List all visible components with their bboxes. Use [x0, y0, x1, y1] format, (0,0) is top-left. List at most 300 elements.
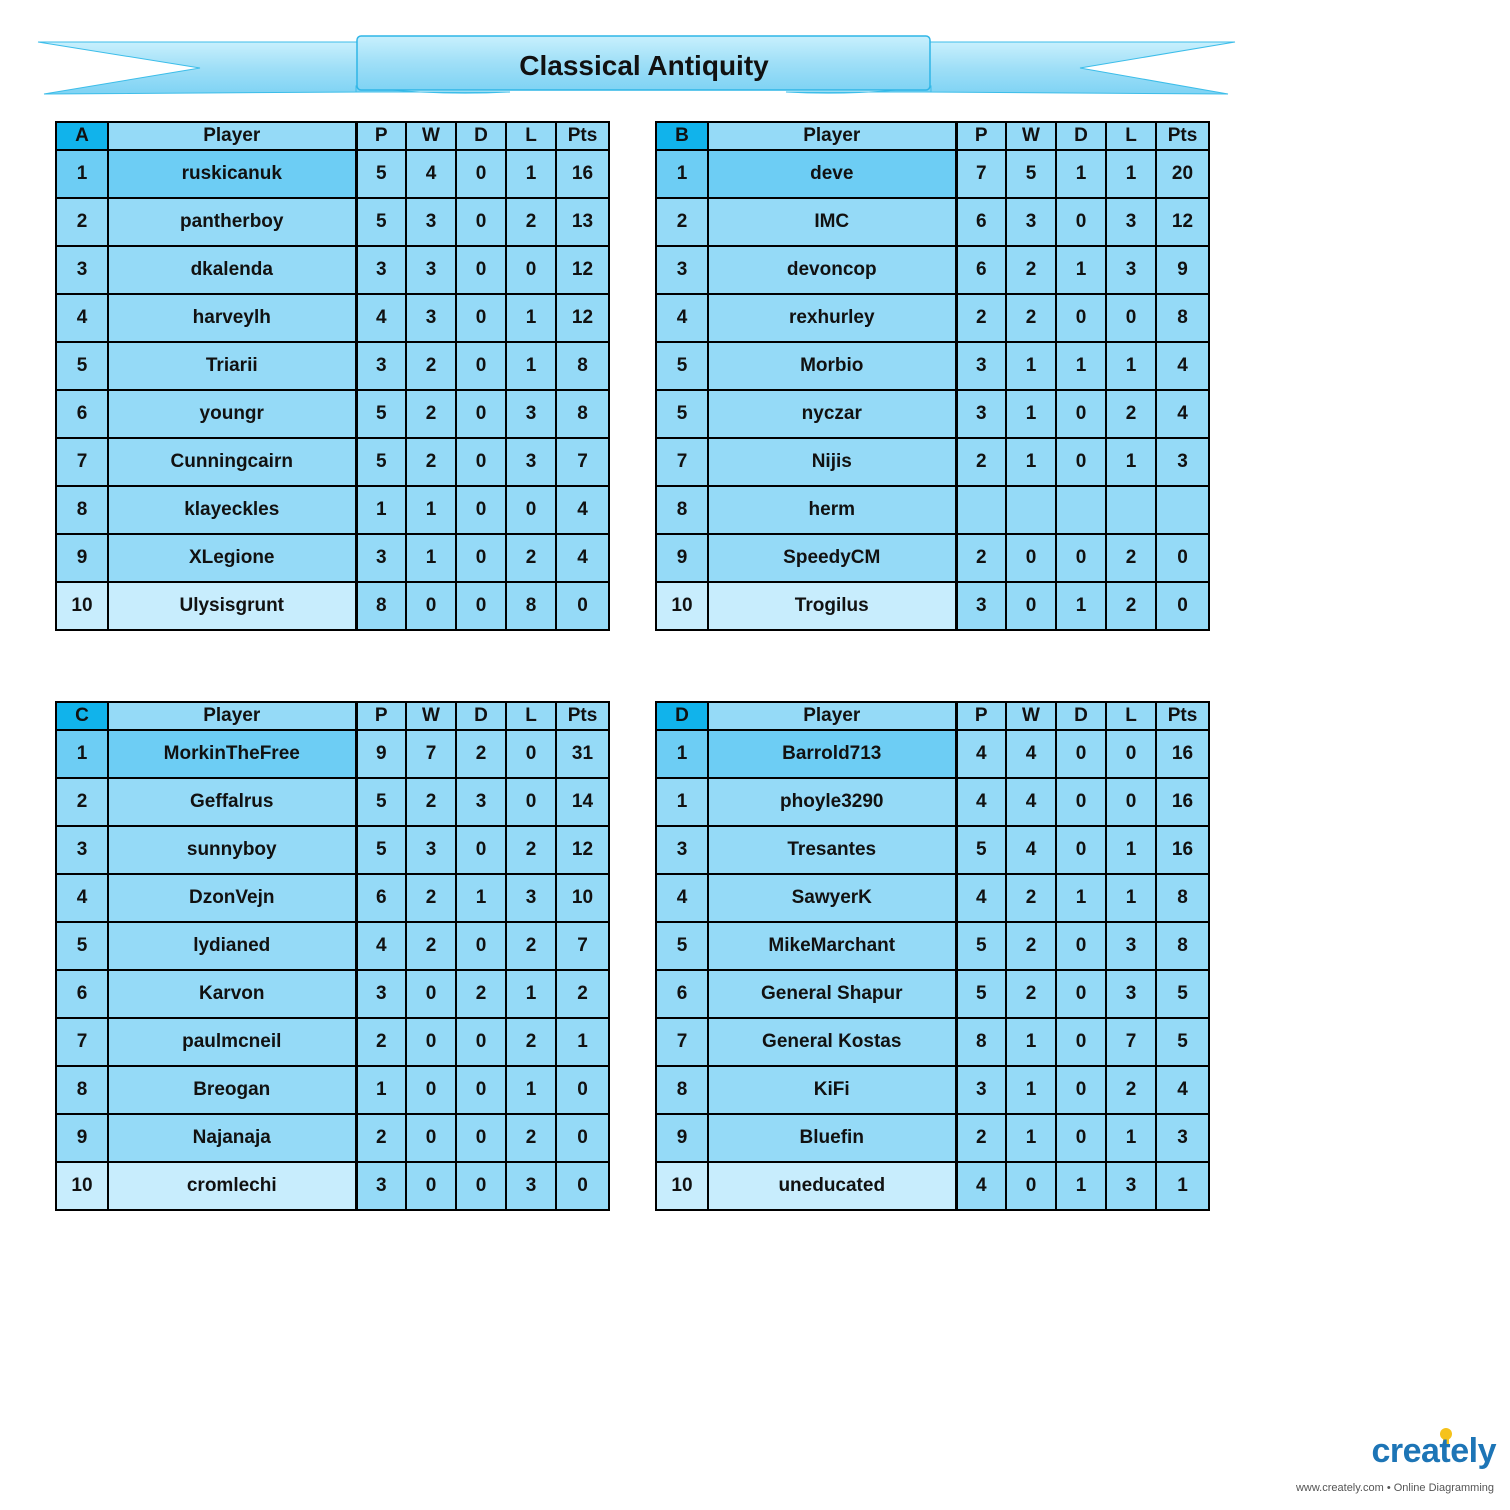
rank-cell: 9 — [656, 534, 708, 582]
p-cell: 5 — [356, 198, 406, 246]
p-cell: 3 — [956, 582, 1006, 630]
p-cell: 3 — [356, 534, 406, 582]
w-cell: 4 — [1006, 778, 1056, 826]
p-cell: 4 — [956, 874, 1006, 922]
rank-cell: 4 — [56, 294, 108, 342]
logo-wordmark: creately — [1371, 1432, 1496, 1470]
d-cell: 0 — [1056, 1114, 1106, 1162]
group-c-standings-table — [55, 701, 610, 1211]
w-cell: 1 — [1006, 1114, 1056, 1162]
w-cell: 1 — [406, 486, 456, 534]
player-name-cell: herm — [708, 486, 956, 534]
pts-cell: 0 — [556, 1066, 609, 1114]
table-row — [656, 246, 1209, 294]
d-cell: 0 — [1056, 970, 1106, 1018]
l-cell: 3 — [506, 1162, 556, 1210]
p-cell: 6 — [956, 198, 1006, 246]
column-header-pts: Pts — [556, 702, 609, 730]
rank-cell: 6 — [56, 970, 108, 1018]
p-cell: 5 — [356, 438, 406, 486]
l-cell — [1106, 486, 1156, 534]
l-cell: 0 — [1106, 294, 1156, 342]
column-header-player: Player — [108, 122, 356, 150]
column-header-d: D — [456, 122, 506, 150]
group-a-standings-table — [55, 121, 610, 631]
table-row — [656, 970, 1209, 1018]
w-cell: 3 — [406, 826, 456, 874]
player-name-cell: IMC — [708, 198, 956, 246]
player-name-cell: deve — [708, 150, 956, 198]
table-row — [656, 826, 1209, 874]
pts-cell: 5 — [1156, 970, 1209, 1018]
p-cell: 4 — [956, 1162, 1006, 1210]
rank-cell: 7 — [56, 438, 108, 486]
player-name-cell: Barrold713 — [708, 730, 956, 778]
column-header-w: W — [1006, 122, 1056, 150]
table-header-row — [56, 122, 609, 150]
player-name-cell: klayeckles — [108, 486, 356, 534]
w-cell: 3 — [406, 294, 456, 342]
rank-cell: 2 — [56, 198, 108, 246]
table-row — [656, 1066, 1209, 1114]
column-header-pts: Pts — [556, 122, 609, 150]
rank-cell: 9 — [56, 1114, 108, 1162]
player-name-cell: devoncop — [708, 246, 956, 294]
rank-cell: 7 — [656, 438, 708, 486]
player-name-cell: phoyle3290 — [708, 778, 956, 826]
player-name-cell: lydianed — [108, 922, 356, 970]
w-cell: 4 — [406, 150, 456, 198]
l-cell: 3 — [506, 390, 556, 438]
d-cell: 1 — [1056, 1162, 1106, 1210]
player-name-cell: KiFi — [708, 1066, 956, 1114]
column-header-d: D — [1056, 702, 1106, 730]
rank-cell: 8 — [656, 486, 708, 534]
pts-cell: 12 — [1156, 198, 1209, 246]
l-cell: 0 — [1106, 730, 1156, 778]
l-cell: 2 — [1106, 1066, 1156, 1114]
d-cell: 0 — [1056, 730, 1106, 778]
table-row — [56, 342, 609, 390]
l-cell: 3 — [1106, 246, 1156, 294]
p-cell: 5 — [956, 970, 1006, 1018]
pts-cell: 4 — [556, 486, 609, 534]
pts-cell: 14 — [556, 778, 609, 826]
l-cell: 7 — [1106, 1018, 1156, 1066]
p-cell: 3 — [956, 1066, 1006, 1114]
group-letter: D — [656, 702, 708, 730]
column-header-p: P — [956, 702, 1006, 730]
group-letter: C — [56, 702, 108, 730]
w-cell: 2 — [1006, 246, 1056, 294]
pts-cell: 31 — [556, 730, 609, 778]
d-cell: 0 — [456, 922, 506, 970]
rank-cell: 2 — [56, 778, 108, 826]
rank-cell: 7 — [56, 1018, 108, 1066]
p-cell: 2 — [956, 294, 1006, 342]
column-header-l: L — [506, 702, 556, 730]
l-cell: 1 — [1106, 438, 1156, 486]
p-cell: 5 — [356, 150, 406, 198]
rank-cell: 9 — [656, 1114, 708, 1162]
p-cell: 5 — [956, 922, 1006, 970]
pts-cell: 1 — [1156, 1162, 1209, 1210]
l-cell: 0 — [506, 486, 556, 534]
p-cell: 4 — [956, 778, 1006, 826]
l-cell: 3 — [1106, 1162, 1156, 1210]
p-cell: 2 — [956, 1114, 1006, 1162]
pts-cell: 2 — [556, 970, 609, 1018]
pts-cell — [1156, 486, 1209, 534]
d-cell: 0 — [456, 486, 506, 534]
l-cell: 8 — [506, 582, 556, 630]
table-row — [56, 826, 609, 874]
p-cell: 1 — [356, 1066, 406, 1114]
pts-cell: 0 — [1156, 534, 1209, 582]
pts-cell: 0 — [556, 1114, 609, 1162]
table-row — [56, 246, 609, 294]
l-cell: 1 — [506, 150, 556, 198]
column-header-w: W — [1006, 702, 1056, 730]
rank-cell: 1 — [56, 150, 108, 198]
d-cell: 0 — [456, 390, 506, 438]
column-header-w: W — [406, 122, 456, 150]
rank-cell: 3 — [56, 246, 108, 294]
table-row — [56, 922, 609, 970]
pts-cell: 8 — [556, 342, 609, 390]
pts-cell: 12 — [556, 294, 609, 342]
w-cell: 2 — [1006, 922, 1056, 970]
table-row — [656, 438, 1209, 486]
d-cell: 1 — [1056, 246, 1106, 294]
rank-cell: 5 — [56, 342, 108, 390]
p-cell: 8 — [956, 1018, 1006, 1066]
rank-cell: 5 — [656, 922, 708, 970]
l-cell: 2 — [1106, 534, 1156, 582]
table-row — [56, 390, 609, 438]
rank-cell: 2 — [656, 198, 708, 246]
d-cell: 1 — [1056, 874, 1106, 922]
rank-cell: 5 — [656, 390, 708, 438]
rank-cell: 7 — [656, 1018, 708, 1066]
p-cell: 3 — [356, 1162, 406, 1210]
table-row — [56, 198, 609, 246]
l-cell: 2 — [506, 826, 556, 874]
l-cell: 0 — [506, 246, 556, 294]
rank-cell: 3 — [656, 246, 708, 294]
rank-cell: 4 — [656, 294, 708, 342]
l-cell: 3 — [1106, 970, 1156, 1018]
player-name-cell: SpeedyCM — [708, 534, 956, 582]
player-name-cell: dkalenda — [108, 246, 356, 294]
pts-cell: 8 — [1156, 922, 1209, 970]
p-cell: 3 — [356, 246, 406, 294]
l-cell: 1 — [506, 1066, 556, 1114]
d-cell: 0 — [456, 438, 506, 486]
column-header-pts: Pts — [1156, 122, 1209, 150]
pts-cell: 4 — [1156, 342, 1209, 390]
d-cell: 0 — [1056, 826, 1106, 874]
column-header-player: Player — [708, 702, 956, 730]
rank-cell: 10 — [656, 582, 708, 630]
p-cell: 5 — [956, 826, 1006, 874]
w-cell: 3 — [406, 198, 456, 246]
p-cell: 7 — [956, 150, 1006, 198]
p-cell: 9 — [356, 730, 406, 778]
w-cell: 1 — [1006, 438, 1056, 486]
pts-cell: 7 — [556, 438, 609, 486]
rank-cell: 6 — [656, 970, 708, 1018]
column-header-player: Player — [108, 702, 356, 730]
w-cell: 0 — [1006, 582, 1056, 630]
player-name-cell: Geffalrus — [108, 778, 356, 826]
column-header-l: L — [1106, 122, 1156, 150]
pts-cell: 1 — [556, 1018, 609, 1066]
rank-cell: 3 — [56, 826, 108, 874]
player-name-cell: youngr — [108, 390, 356, 438]
rank-cell: 4 — [656, 874, 708, 922]
player-name-cell: harveylh — [108, 294, 356, 342]
column-header-d: D — [1056, 122, 1106, 150]
p-cell: 4 — [356, 922, 406, 970]
w-cell: 4 — [1006, 826, 1056, 874]
d-cell: 2 — [456, 970, 506, 1018]
d-cell: 0 — [1056, 1018, 1106, 1066]
w-cell: 3 — [406, 246, 456, 294]
player-name-cell: Najanaja — [108, 1114, 356, 1162]
pts-cell: 9 — [1156, 246, 1209, 294]
table-row — [656, 874, 1209, 922]
table-row — [56, 582, 609, 630]
table-row — [56, 1162, 609, 1210]
pts-cell: 16 — [1156, 778, 1209, 826]
pts-cell: 3 — [1156, 438, 1209, 486]
player-name-cell: uneducated — [708, 1162, 956, 1210]
d-cell: 1 — [456, 874, 506, 922]
table-row — [656, 390, 1209, 438]
table-row — [656, 534, 1209, 582]
l-cell: 2 — [1106, 582, 1156, 630]
rank-cell: 1 — [656, 778, 708, 826]
l-cell: 1 — [506, 342, 556, 390]
d-cell: 0 — [456, 198, 506, 246]
p-cell: 2 — [956, 438, 1006, 486]
table-row — [656, 150, 1209, 198]
pts-cell: 20 — [1156, 150, 1209, 198]
pts-cell: 0 — [1156, 582, 1209, 630]
d-cell: 0 — [1056, 198, 1106, 246]
d-cell: 1 — [1056, 582, 1106, 630]
table-row — [56, 1018, 609, 1066]
rank-cell: 1 — [656, 150, 708, 198]
creately-logo — [1266, 1432, 1496, 1502]
rank-cell: 8 — [56, 1066, 108, 1114]
d-cell: 0 — [456, 534, 506, 582]
p-cell: 2 — [956, 534, 1006, 582]
pts-cell: 5 — [1156, 1018, 1209, 1066]
p-cell: 4 — [956, 730, 1006, 778]
w-cell: 1 — [1006, 1066, 1056, 1114]
column-header-d: D — [456, 702, 506, 730]
pts-cell: 4 — [556, 534, 609, 582]
rank-cell: 1 — [56, 730, 108, 778]
l-cell: 2 — [506, 198, 556, 246]
table-row — [656, 294, 1209, 342]
w-cell: 2 — [406, 778, 456, 826]
pts-cell: 10 — [556, 874, 609, 922]
group-d-standings-table — [655, 701, 1210, 1211]
l-cell: 3 — [506, 874, 556, 922]
p-cell: 2 — [356, 1114, 406, 1162]
d-cell: 0 — [456, 1066, 506, 1114]
rank-cell: 4 — [56, 874, 108, 922]
player-name-cell: pantherboy — [108, 198, 356, 246]
d-cell: 0 — [456, 1162, 506, 1210]
l-cell: 1 — [506, 294, 556, 342]
d-cell: 0 — [1056, 778, 1106, 826]
w-cell: 2 — [406, 438, 456, 486]
table-row — [656, 342, 1209, 390]
w-cell: 5 — [1006, 150, 1056, 198]
player-name-cell: SawyerK — [708, 874, 956, 922]
pts-cell: 16 — [1156, 826, 1209, 874]
p-cell — [956, 486, 1006, 534]
l-cell: 0 — [1106, 778, 1156, 826]
p-cell: 3 — [956, 390, 1006, 438]
rank-cell: 8 — [656, 1066, 708, 1114]
d-cell: 0 — [1056, 1066, 1106, 1114]
player-name-cell: ruskicanuk — [108, 150, 356, 198]
table-row — [656, 922, 1209, 970]
table-header-row — [56, 702, 609, 730]
group-b-standings-table — [655, 121, 1210, 631]
table-row — [56, 874, 609, 922]
p-cell: 8 — [356, 582, 406, 630]
column-header-p: P — [356, 702, 406, 730]
l-cell: 2 — [506, 1114, 556, 1162]
player-name-cell: Trogilus — [708, 582, 956, 630]
d-cell: 0 — [1056, 294, 1106, 342]
d-cell: 0 — [456, 826, 506, 874]
pts-cell: 16 — [1156, 730, 1209, 778]
rank-cell: 10 — [56, 582, 108, 630]
player-name-cell: Breogan — [108, 1066, 356, 1114]
w-cell: 1 — [1006, 342, 1056, 390]
pts-cell: 8 — [1156, 874, 1209, 922]
pts-cell: 8 — [1156, 294, 1209, 342]
w-cell: 7 — [406, 730, 456, 778]
d-cell: 0 — [1056, 922, 1106, 970]
player-name-cell: Triarii — [108, 342, 356, 390]
table-header-row — [656, 122, 1209, 150]
player-name-cell: DzonVejn — [108, 874, 356, 922]
player-name-cell: Nijis — [708, 438, 956, 486]
w-cell: 2 — [1006, 294, 1056, 342]
d-cell: 1 — [1056, 342, 1106, 390]
pts-cell: 8 — [556, 390, 609, 438]
player-name-cell: Karvon — [108, 970, 356, 1018]
player-name-cell: General Shapur — [708, 970, 956, 1018]
player-name-cell: Tresantes — [708, 826, 956, 874]
w-cell: 0 — [406, 1114, 456, 1162]
table-row — [56, 294, 609, 342]
player-name-cell: MorkinTheFree — [108, 730, 356, 778]
p-cell: 6 — [956, 246, 1006, 294]
p-cell: 5 — [356, 778, 406, 826]
pts-cell: 12 — [556, 246, 609, 294]
player-name-cell: nyczar — [708, 390, 956, 438]
group-letter: A — [56, 122, 108, 150]
p-cell: 1 — [356, 486, 406, 534]
table-row — [56, 970, 609, 1018]
table-row — [56, 1114, 609, 1162]
w-cell: 2 — [1006, 970, 1056, 1018]
l-cell: 2 — [1106, 390, 1156, 438]
rank-cell: 9 — [56, 534, 108, 582]
w-cell: 2 — [1006, 874, 1056, 922]
rank-cell: 5 — [656, 342, 708, 390]
d-cell — [1056, 486, 1106, 534]
w-cell: 0 — [406, 582, 456, 630]
player-name-cell: rexhurley — [708, 294, 956, 342]
table-row — [56, 778, 609, 826]
table-row — [656, 582, 1209, 630]
column-header-p: P — [356, 122, 406, 150]
pts-cell: 12 — [556, 826, 609, 874]
w-cell: 0 — [1006, 1162, 1056, 1210]
pts-cell: 16 — [556, 150, 609, 198]
l-cell: 0 — [506, 778, 556, 826]
group-letter: B — [656, 122, 708, 150]
w-cell: 1 — [406, 534, 456, 582]
d-cell: 0 — [456, 150, 506, 198]
p-cell: 6 — [356, 874, 406, 922]
d-cell: 1 — [1056, 150, 1106, 198]
l-cell: 1 — [506, 970, 556, 1018]
pts-cell: 0 — [556, 582, 609, 630]
column-header-p: P — [956, 122, 1006, 150]
rank-cell: 3 — [656, 826, 708, 874]
l-cell: 1 — [1106, 150, 1156, 198]
player-name-cell: paulmcneil — [108, 1018, 356, 1066]
d-cell: 0 — [456, 246, 506, 294]
p-cell: 5 — [356, 826, 406, 874]
p-cell: 3 — [356, 970, 406, 1018]
pts-cell: 7 — [556, 922, 609, 970]
pts-cell: 0 — [556, 1162, 609, 1210]
w-cell: 0 — [406, 1066, 456, 1114]
l-cell: 1 — [1106, 1114, 1156, 1162]
logo-tagline: www.creately.com • Online Diagramming — [1295, 1482, 1494, 1494]
w-cell: 2 — [406, 390, 456, 438]
d-cell: 0 — [456, 294, 506, 342]
player-name-cell: sunnyboy — [108, 826, 356, 874]
l-cell: 1 — [1106, 874, 1156, 922]
rank-cell: 10 — [56, 1162, 108, 1210]
table-row — [56, 1066, 609, 1114]
w-cell: 0 — [406, 970, 456, 1018]
table-row — [656, 1114, 1209, 1162]
p-cell: 3 — [956, 342, 1006, 390]
d-cell: 2 — [456, 730, 506, 778]
w-cell: 2 — [406, 342, 456, 390]
l-cell: 0 — [506, 730, 556, 778]
l-cell: 2 — [506, 1018, 556, 1066]
column-header-l: L — [1106, 702, 1156, 730]
table-row — [656, 730, 1209, 778]
player-name-cell: Ulysisgrunt — [108, 582, 356, 630]
pts-cell: 4 — [1156, 1066, 1209, 1114]
